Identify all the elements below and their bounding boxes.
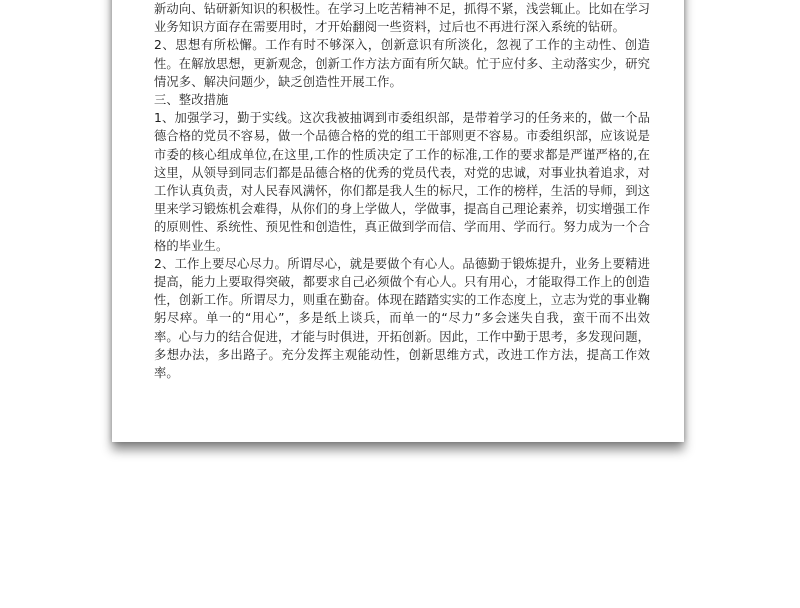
document-body bbox=[154, 0, 650, 382]
paragraph-study-attitude: 新动向、钻研新知识的积极性。在学习上吃苦精神不足，抓得不紧，浅尝辄止。比如在学习业务知识方面存在需要用时，才开始翻阅一些资料，过后也不再进行深入系统的钻研。 bbox=[154, 2, 650, 35]
document-page bbox=[112, 0, 684, 442]
paragraph-thinking-lax: 2、思想有所松懈。工作有时不够深入，创新意识有所淡化，忽视了工作的主动性、创造性。在解放思想，更新观念，创新工作方法方面有所欠缺。忙于应付多、主动落实少，研究情况多、解决问题少，缺乏创造性开展工作。 bbox=[154, 38, 650, 89]
paragraph-strengthen-study: 1、加强学习，勤于实线。这次我被抽调到市委组织部，是带着学习的任务来的，做一个品德合格的党员不容易，做一个品德合格的党的组工干部则更不容易。市委组织部，应该说是市委的核心组成单位,在这里,工作的性质决定了工作的标准,工作的要求都是严谨严格的,在这里，从领导到同志们都是品德合格的优秀的党员代表，对党的忠诚，对事业执着追求，对工作认真负责，对人民春风满怀，你们都是我人生的标尺，工作的榜样，生活的导师，到这里来学习锻炼机会难得，从你们的身上学做人，学做事，提高自己理论素养，切实增强工作的原则性、系统性、预见性和创造性，真正做到学而信、学而用、学而行。努力成为一个合格的毕业生。 bbox=[154, 111, 650, 253]
paragraph-work-diligence: 2、工作上要尽心尽力。所谓尽心，就是要做个有心人。品德勤于锻炼提升，业务上要精进提高，能力上要取得突破，都要求自己必须做个有心人。只有用心，才能取得工作上的创造性，创新工作。所谓尽力，则重在勤奋。体现在踏踏实实的工作态度上，立志为党的事业鞠躬尽瘁。单一的“用心”，多是纸上谈兵，而单一的“尽力”多会迷失自我，蛮干而不出效率。心与力的结合促进，才能与时俱进，开拓创新。因此，工作中勤于思考，多发现问题，多想办法，多出路子。充分发挥主观能动性，创新思维方式，改进工作方法，提高工作效率。 bbox=[154, 256, 650, 381]
section-heading-rectification: 三、整改措施 bbox=[154, 93, 229, 108]
